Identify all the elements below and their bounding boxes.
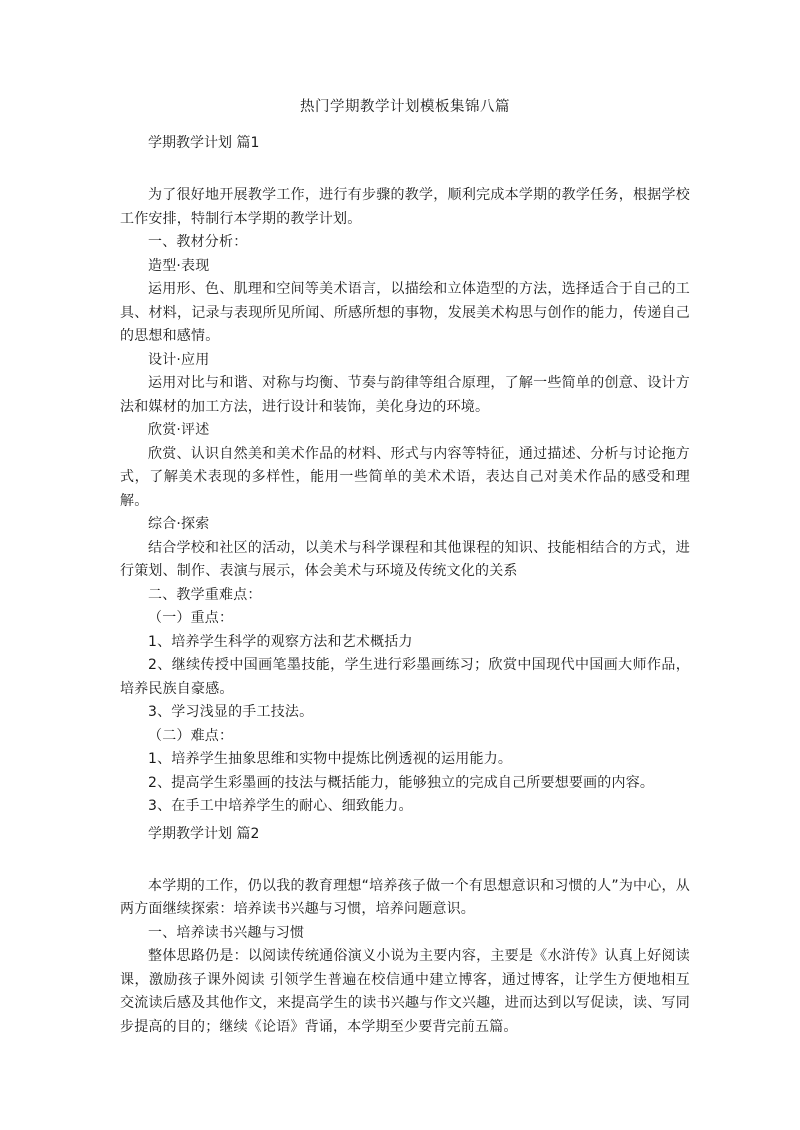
plan-1-paragraph: 一、教材分析： (148, 234, 248, 250)
plan-2-paragraph: 本学期的工作，仍以我的教育理想“培养孩子做一个有思想意识和习惯的人”为中心，从两方面继续探索：培养读书兴趣与习惯，培养问题意识。 (120, 877, 690, 917)
document-title: 热门学期教学计划模板集锦八篇 (300, 99, 510, 115)
plan-2-heading: 学期教学计划 篇2 (148, 825, 260, 842)
plan-1-heading: 学期教学计划 篇1 (148, 135, 260, 151)
plan-1-paragraph: （一）重点： (148, 610, 234, 626)
plan-1-body (120, 184, 690, 819)
plan-1-paragraph: 运用形、色、肌理和空间等美术语言，以描绘和立体造型的方法，选择适合于自己的工具、材料，记录与表现所见所闻、所感所想的事物，发展美术构思与创作的能力，传递自己的思想和感情。 (120, 281, 690, 344)
plan-1-paragraph: 设计·应用 (148, 351, 210, 368)
plan-2-paragraph: 整体思路仍是：以阅读传统通俗演义小说为主要内容，主要是《水浒传》认真上好阅读课，激励孩子课外阅读 引领学生普遍在校信通中建立博客，通过博客，让学生方便地相互交流读后感及其他作文，来提高学生的读书兴趣与作文兴趣，进而达到以写促读，读、写同步提高的目的；继续《论语》背诵，本学期至少要背完前五篇。 (120, 948, 690, 1035)
plan-1-paragraph: 欣赏、认识自然美和美术作品的材料、形式与内容等特征，通过描述、分析与讨论拖方式，了解美术表现的多样性，能用一些简单的美术术语，表达自己对美术作品的感受和理解。 (120, 445, 690, 509)
document-page (120, 96, 690, 1039)
plan-2-body (120, 875, 690, 1040)
plan-1-paragraph: 综合·探索 (148, 516, 210, 532)
plan-1-paragraph: 运用对比与和谐、对称与均衡、节奏与韵律等组合原理，了解一些简单的创意、设计方法和媒材的加工方法，进行设计和装饰，美化身边的环境。 (120, 375, 690, 415)
plan-1-paragraph: 1、培养学生抽象思维和实物中提炼比例透视的运用能力。 (148, 751, 513, 767)
plan-1-paragraph: 为了很好地开展教学工作，进行有步骤的教学，顺利完成本学期的教学任务，根据学校工作安排，特制行本学期的教学计划。 (120, 187, 690, 227)
plan-2-paragraph: 一、培养读书兴趣与习惯 (148, 924, 305, 941)
plan-1-paragraph: 2、提高学生彩墨画的技法与概括能力，能够独立的完成自己所要想要画的内容。 (148, 774, 655, 791)
plan-1-paragraph: 欣赏·评述 (148, 422, 210, 438)
plan-1-paragraph: 二、教学重难点： (148, 586, 262, 603)
plan-1-paragraph: 结合学校和社区的活动，以美术与科学课程和其他课程的知识、技能相结合的方式，进行策划、制作、表演与展示，体会美术与环境及传统文化的关系 (120, 539, 690, 579)
plan-1-paragraph: 3、学习浅显的手工技法。 (148, 704, 314, 720)
plan-1-paragraph: 1、培养学生科学的观察方法和艺术概括力 (148, 633, 413, 650)
plan-1-paragraph: 造型·表现 (148, 257, 210, 274)
plan-1-paragraph: 3、在手工中培养学生的耐心、细致能力。 (148, 798, 413, 814)
plan-1-paragraph: 2、继续传授中国画笔墨技能，学生进行彩墨画练习；欣赏中国现代中国画大师作品，培养民族自豪感。 (120, 657, 690, 697)
plan-1-paragraph: （二）难点： (148, 727, 234, 744)
